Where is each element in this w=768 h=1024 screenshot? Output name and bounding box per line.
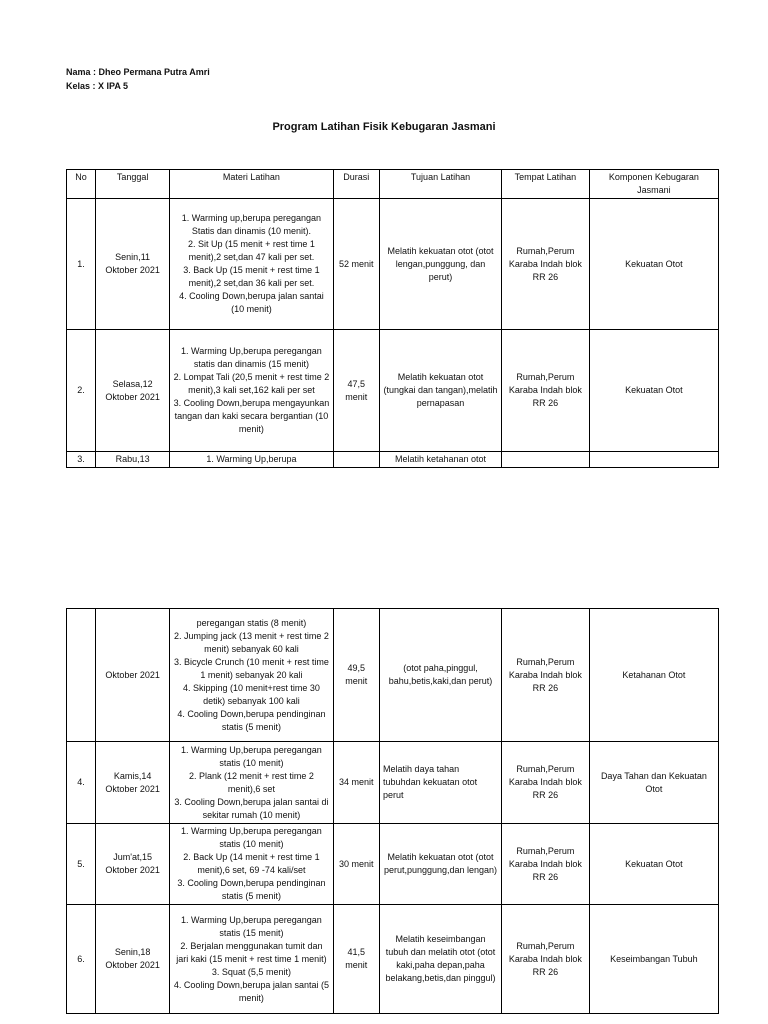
row-komponen: Ketahanan Otot [589, 609, 718, 742]
row-materi [170, 199, 333, 330]
row-materi [170, 452, 333, 468]
row-tanggal: Senin,18 Oktober 2021 [95, 905, 169, 1014]
row-tempat: Rumah,Perum Karaba Indah blok RR 26 [501, 330, 589, 452]
row-durasi: 47,5 menit [333, 330, 379, 452]
student-name: Nama : Dheo Permana Putra Amri [66, 67, 210, 77]
materi-line: 4. Cooling Down,berupa jalan santai (10 menit) [179, 291, 324, 314]
document-title: Program Latihan Fisik Kebugaran Jasmani [272, 121, 496, 133]
materi-line: 3. Cooling Down,berupa mengayunkan tangan dan kaki secara bergantian (10 menit) [173, 398, 330, 434]
table-row [67, 824, 719, 905]
row-materi [170, 742, 333, 824]
row-tanggal: Selasa,12 Oktober 2021 [95, 330, 169, 452]
col-header-materi: Materi Latihan [170, 170, 333, 199]
col-header-komponen: Komponen Kebugaran Jasmani [589, 170, 718, 199]
table-row [67, 609, 719, 742]
materi-line: 1. Warming Up,berupa peregangan statis (15 menit) [181, 914, 322, 938]
row-no [67, 609, 96, 742]
materi-line: peregangan statis (8 menit) [196, 617, 307, 628]
student-class: Kelas : X IPA 5 [66, 81, 129, 91]
row-no: 4. [67, 742, 96, 824]
materi-line: 3. Cooling Down,berupa pendinginan statis (5 menit) [177, 878, 326, 901]
materi-line: 3. Back Up (15 menit + rest time 1 menit),2 set,dan 36 kali per set. [183, 265, 320, 288]
row-komponen [589, 452, 718, 468]
row-tempat: Rumah,Perum Karaba Indah blok RR 26 [501, 824, 589, 905]
training-table-page-2 [66, 608, 719, 1014]
row-tujuan: Melatih kekuatan otot (otot perut,punggung,dan lengan) [380, 824, 502, 905]
materi-line: 1. Warming Up,berupa [206, 454, 297, 464]
row-tujuan: (otot paha,pinggul, bahu,betis,kaki,dan perut) [380, 609, 502, 742]
row-tempat: Rumah,Perum Karaba Indah blok RR 26 [501, 742, 589, 824]
materi-line: 3. Squat (5,5 menit) [211, 966, 291, 977]
row-materi [170, 824, 333, 905]
materi-line: 2. Plank (12 menit + rest time 2 menit),6 set [189, 770, 314, 794]
table-row [67, 742, 719, 824]
col-header-tempat: Tempat Latihan [501, 170, 589, 199]
row-durasi: 30 menit [333, 824, 379, 905]
row-durasi: 52 menit [333, 199, 379, 330]
row-materi [170, 609, 333, 742]
row-tujuan: Melatih daya tahan tubuhdan kekuatan otot perut [380, 742, 502, 824]
row-tujuan: Melatih ketahanan otot [380, 452, 502, 468]
row-tempat: Rumah,Perum Karaba Indah blok RR 26 [501, 199, 589, 330]
row-tanggal: Rabu,13 [95, 452, 169, 468]
row-no: 2. [67, 330, 96, 452]
row-tanggal: Oktober 2021 [95, 609, 169, 742]
row-durasi: 41,5 menit [333, 905, 379, 1014]
row-no: 5. [67, 824, 96, 905]
col-header-durasi: Durasi [333, 170, 379, 199]
materi-line: 4. Skipping (10 menit+rest time 30 detik) sebanyak 100 kali [183, 682, 320, 706]
materi-line: 2. Jumping jack (13 menit + rest time 2 menit) sebanyak 60 kali [174, 630, 329, 654]
row-tempat: Rumah,Perum Karaba Indah blok RR 26 [501, 905, 589, 1014]
row-no: 3. [67, 452, 96, 468]
row-tanggal: Kamis,14 Oktober 2021 [95, 742, 169, 824]
col-header-tanggal: Tanggal [95, 170, 169, 199]
row-komponen: Daya Tahan dan Kekuatan Otot [589, 742, 718, 824]
col-header-no: No [67, 170, 96, 199]
row-komponen: Kekuatan Otot [589, 330, 718, 452]
row-tempat [501, 452, 589, 468]
table-row [67, 905, 719, 1014]
table-row [67, 199, 719, 330]
table-row [67, 330, 719, 452]
materi-line: 2. Berjalan menggunakan tumit dan jari kaki (15 menit + rest time 1 menit) [176, 940, 327, 964]
row-durasi: 49,5 menit [333, 609, 379, 742]
row-komponen: Keseimbangan Tubuh [589, 905, 718, 1014]
materi-line: 4. Cooling Down,berupa pendinginan statis (5 menit) [177, 708, 326, 732]
row-durasi [333, 452, 379, 468]
training-table-page-1 [66, 169, 719, 468]
materi-line: 3. Bicycle Crunch (10 menit + rest time 1 menit) sebanyak 20 kali [174, 656, 329, 680]
row-durasi: 34 menit [333, 742, 379, 824]
materi-line: 2. Lompat Tali (20,5 menit + rest time 2 menit),3 kali set,162 kali per set [173, 372, 330, 395]
materi-line: 4. Cooling Down,berupa jalan santai (5 menit) [173, 979, 329, 1003]
row-no: 1. [67, 199, 96, 330]
row-tanggal: Senin,11 Oktober 2021 [95, 199, 169, 330]
row-komponen: Kekuatan Otot [589, 824, 718, 905]
row-tujuan: Melatih keseimbangan tubuh dan melatih otot (otot kaki,paha depan,paha belakang,betis,dan pinggul) [380, 905, 502, 1014]
row-tujuan: Melatih kekuatan otot (otot lengan,punggung, dan perut) [380, 199, 502, 330]
materi-line: 1. Warming up,berupa peregangan Statis dan dinamis (10 menit). [181, 213, 322, 236]
row-komponen: Kekuatan Otot [589, 199, 718, 330]
row-tujuan: Melatih kekuatan otot (tungkai dan tangan),melatih pernapasan [380, 330, 502, 452]
row-materi [170, 330, 333, 452]
materi-line: 2. Back Up (14 menit + rest time 1 menit),6 set, 69 -74 kali/set [183, 852, 320, 875]
materi-line: 1. Warming Up,berupa peregangan statis (10 menit) [181, 826, 322, 849]
row-no: 6. [67, 905, 96, 1014]
row-tempat: Rumah,Perum Karaba Indah blok RR 26 [501, 609, 589, 742]
materi-line: 2. Sit Up (15 menit + rest time 1 menit),2 set,dan 47 kali per set. [188, 239, 315, 262]
materi-line: 1. Warming Up,berupa peregangan statis dan dinamis (15 menit) [181, 346, 322, 369]
row-tanggal: Jum'at,15 Oktober 2021 [95, 824, 169, 905]
table-row [67, 452, 719, 468]
materi-line: 3. Cooling Down,berupa jalan santai di sekitar rumah (10 menit) [174, 796, 329, 820]
col-header-tujuan: Tujuan Latihan [380, 170, 502, 199]
materi-line: 1. Warming Up,berupa peregangan statis (10 menit) [181, 744, 322, 768]
row-materi [170, 905, 333, 1014]
